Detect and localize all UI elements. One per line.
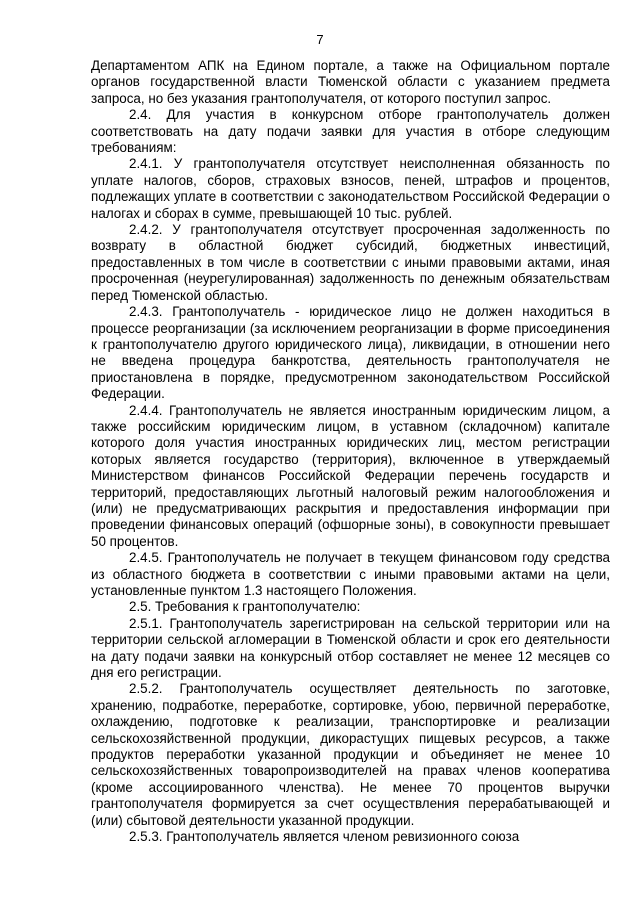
paragraph: 2.4.5. Грантополучатель не получает в текущем финансовом году средства из областного бюджета в соответствии с иными правовыми актами на цели, установленные пунктом 1.3 настоящего Положения. bbox=[91, 550, 610, 598]
page-number: 7 bbox=[316, 32, 324, 47]
paragraph: 2.5.2. Грантополучатель осуществляет деятельность по заготовке, хранению, подработке, переработке, сортировке, убою, первичной переработке, охлаждению, подготовке к реализации, транспортировке и реализации сельскохозяйственной продукции, дикорастущих пищевых ресурсов, а также продуктов переработки указанной продукции и объединяет не менее 10 сельскохозяйственных товаропроизводителей на правах членов кооператива (кроме ассоциированного членства). Не менее 70 процентов выручки грантополучателя формируется за счет осуществления перерабатывающей и (или) сбытовой деятельности указанной продукции. bbox=[91, 681, 610, 828]
paragraph: 2.5. Требования к грантополучателю: bbox=[129, 599, 361, 615]
paragraph: 2.4.2. У грантополучателя отсутствует просроченная задолженность по возврату в областной бюджет субсидий, бюджетных инвестиций, предоставленных в том числе в соответствии с иными правовыми актами, иная просроченная (неурегулированная) задолженность по денежным обязательствам перед Тюменской областью. bbox=[91, 222, 610, 303]
paragraph: Департаментом АПК на Едином портале, а также на Официальном портале органов государственной власти Тюменской области с указанием предмета запроса, но без указания грантополучателя, от которого поступил запрос. bbox=[91, 58, 610, 106]
paragraph: 2.4.4. Грантополучатель не является иностранным юридическим лицом, а также российским юридическим лицом, в уставном (складочном) капитале которого доля участия иностранных юридических лиц, местом регистрации которых является государство (территория), включенное в утверждаемый Министерством финансов Российской Федерации перечень государств и территорий, предоставляющих льготный налоговый режим налогообложения и (или) не предусматривающих раскрытия и предоставления информации при проведении финансовых операций (офшорные зоны), в совокупности превышает 50 процентов. bbox=[91, 402, 610, 549]
document-body bbox=[91, 58, 610, 846]
paragraph: 2.5.1. Грантополучатель зарегистрирован на сельской территории или на территории сельской агломерации в Тюменской области и срок его деятельности на дату подачи заявки на конкурсный отбор составляет не менее 12 месяцев со дня его регистрации. bbox=[91, 615, 610, 681]
paragraph: 2.4.1. У грантополучателя отсутствует неисполненная обязанность по уплате налогов, сборов, страховых взносов, пеней, штрафов и процентов, подлежащих уплате в соответствии с законодательством Российской Федерации о налогах и сборах в сумме, превышающей 10 тыс. рублей. bbox=[91, 156, 610, 221]
paragraph: 2.4.3. Грантополучатель - юридическое лицо не должен находиться в процессе реорганизации (за исключением реорганизации в форме присоединения к грантополучателю другого юридического лица), ликвидации, в отношении него не введена процедура банкротства, деятельность грантополучателя не приостановлена в порядке, предусмотренном законодательством Российской Федерации. bbox=[91, 304, 610, 402]
paragraph: 2.4. Для участия в конкурсном отборе грантополучатель должен соответствовать на дату подачи заявки для участия в отборе следующим требованиям: bbox=[91, 107, 610, 156]
paragraph: 2.5.3. Грантополучатель является членом ревизионного союза bbox=[129, 829, 520, 845]
